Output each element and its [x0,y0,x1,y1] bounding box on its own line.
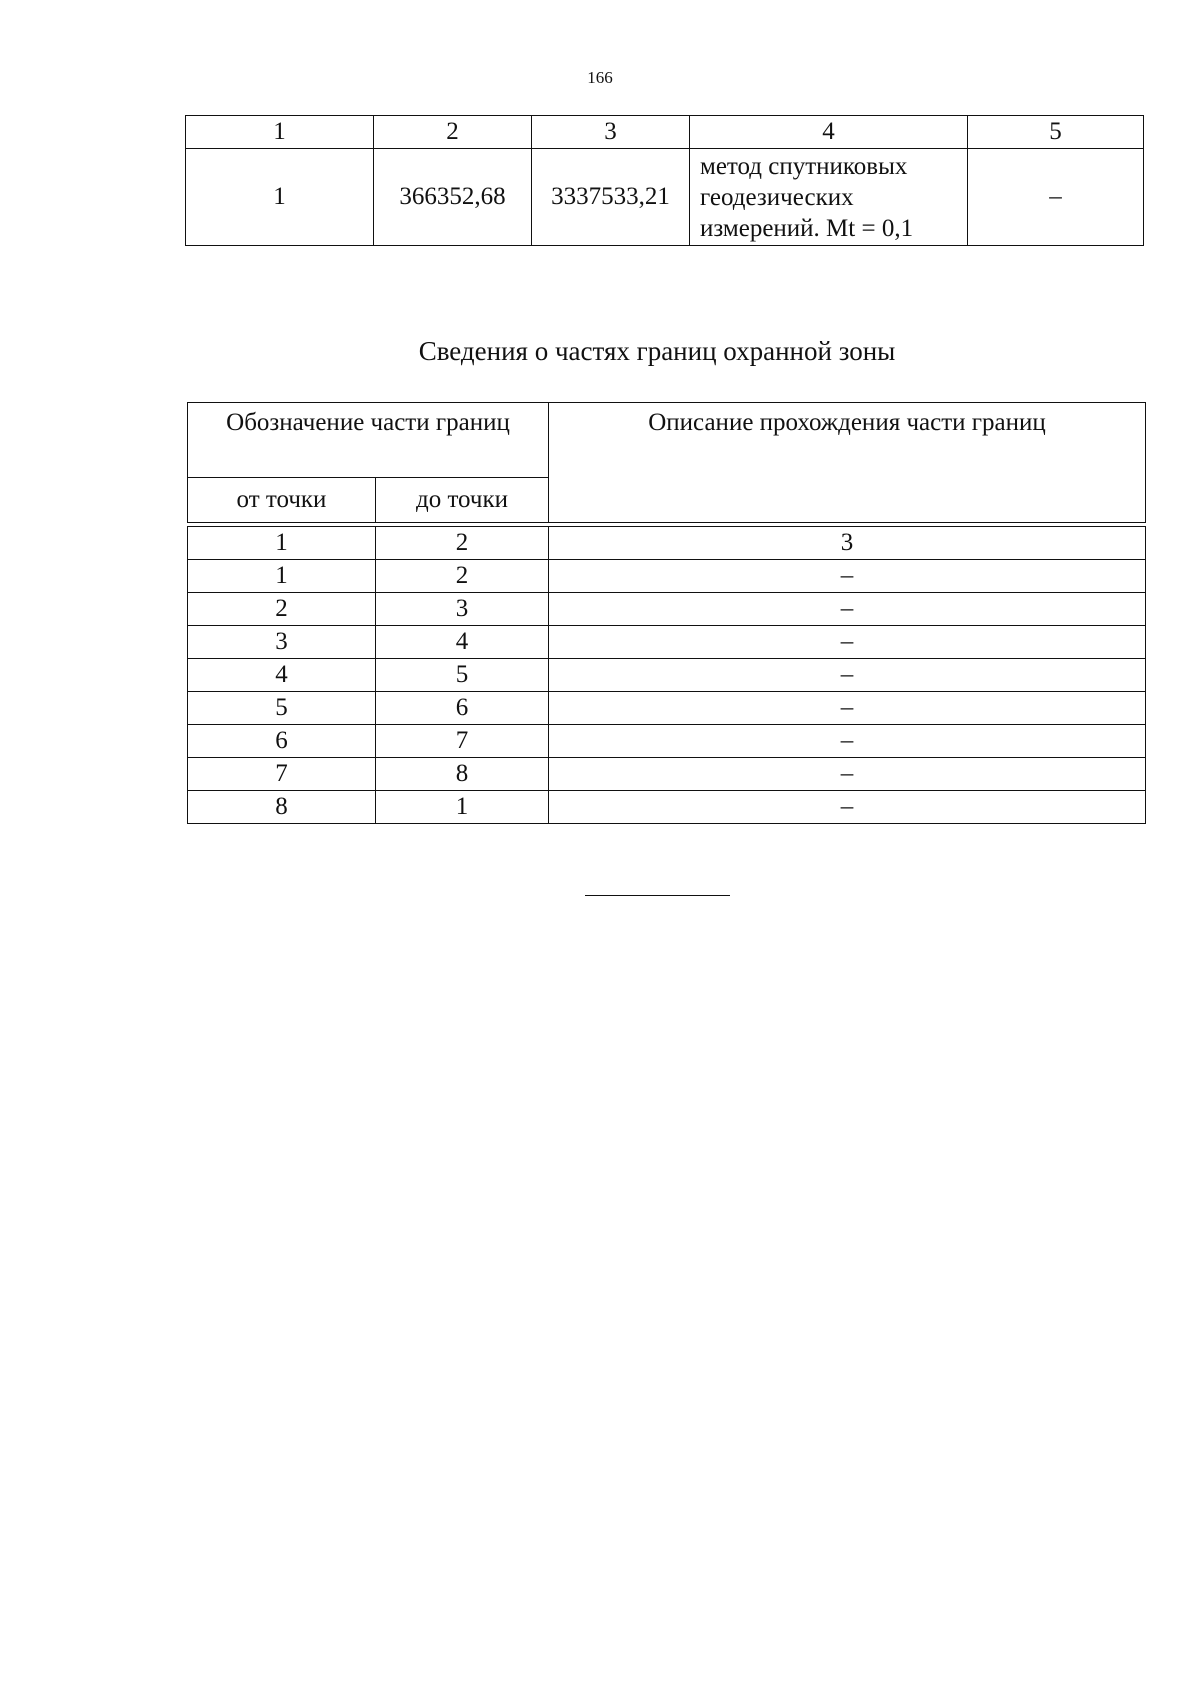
table-row [188,626,1146,659]
table-row [186,149,1144,246]
y-coordinate-cell: 3337533,21 [532,149,690,246]
table-row [188,560,1146,593]
section-title: Сведения о частях границ охранной зоны [418,336,896,366]
designation-header: Обозначение части границ [188,403,549,478]
to-point-cell: 3 [376,593,549,626]
method-line-2: геодезических [700,183,854,211]
to-point-header: до точки [376,478,549,523]
description-cell: – [549,758,1146,791]
table-row [188,725,1146,758]
table-row [188,593,1146,626]
from-point-cell: 6 [188,725,376,758]
from-point-cell: 5 [188,692,376,725]
to-point-cell: 2 [376,560,549,593]
description-cell: – [549,659,1146,692]
numbering-cell-1: 1 [188,527,376,560]
column-number-3: 3 [532,116,690,149]
to-point-cell: 1 [376,791,549,824]
from-point-cell: 1 [188,560,376,593]
column-number-1: 1 [186,116,374,149]
from-point-cell: 3 [188,626,376,659]
description-cell: – [549,626,1146,659]
to-point-cell: 4 [376,626,549,659]
coordinates-table [185,115,1144,246]
method-cell [690,149,968,246]
to-point-cell: 6 [376,692,549,725]
column-number-5: 5 [968,116,1144,149]
numbering-cell-3: 3 [549,527,1146,560]
boundary-parts-table [187,402,1146,824]
from-point-cell: 7 [188,758,376,791]
from-point-cell: 8 [188,791,376,824]
table-row [188,791,1146,824]
table-row [188,692,1146,725]
description-header: Описание прохождения части границ [549,403,1146,523]
method-line-3: измерений. Mt = 0,1 [700,214,914,242]
table-row [188,659,1146,692]
from-point-cell: 2 [188,593,376,626]
from-point-cell: 4 [188,659,376,692]
coordinates-header-row [186,116,1144,149]
to-point-cell: 5 [376,659,549,692]
table-row [188,758,1146,791]
from-point-header: от точки [188,478,376,523]
point-number-cell: 1 [186,149,374,246]
description-cell: – [549,692,1146,725]
method-line-1: метод спутниковых [700,152,908,180]
to-point-cell: 8 [376,758,549,791]
description-cell: – [549,791,1146,824]
page-number: 166 [587,68,613,87]
column-5-cell: – [968,149,1144,246]
description-cell: – [549,593,1146,626]
description-cell: – [549,560,1146,593]
numbering-cell-2: 2 [376,527,549,560]
x-coordinate-cell: 366352,68 [374,149,532,246]
column-number-2: 2 [374,116,532,149]
column-number-4: 4 [690,116,968,149]
numbering-row [188,527,1146,560]
description-cell: – [549,725,1146,758]
end-rule [585,895,730,896]
parts-header-row [188,403,1146,478]
to-point-cell: 7 [376,725,549,758]
